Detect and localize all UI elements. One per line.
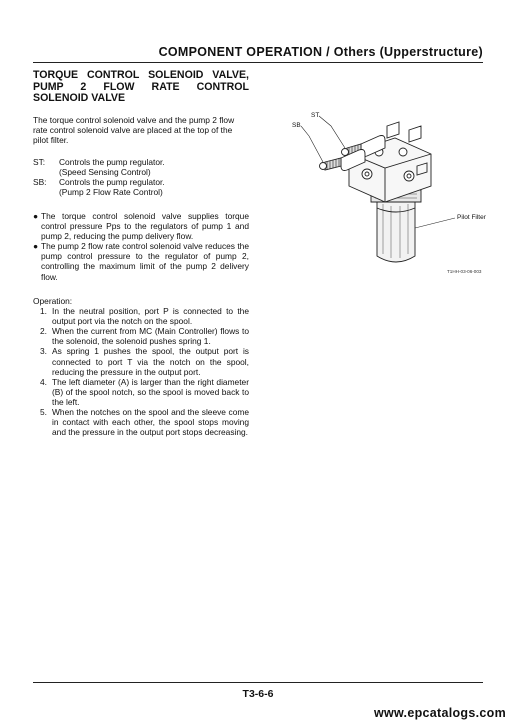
- definition-text: [59, 177, 165, 197]
- label-sb: SB: [292, 122, 301, 129]
- watermark-url[interactable]: www.epcatalogs.com: [373, 706, 506, 720]
- label-st: ST: [311, 112, 320, 119]
- bullet-item: [33, 211, 249, 241]
- step-text: When the current from MC (Main Controller) flows to the solenoid, the solenoid pushes spring 1.: [52, 326, 249, 347]
- figure-code: T1HH-03-06-003: [447, 269, 482, 274]
- definition-line: (Pump 2 Flow Rate Control): [59, 187, 163, 198]
- definition-code: SB:: [33, 177, 47, 188]
- step-text: When the notches on the spool and the sleeve come in contact with each other, the spool stops moving and the pressure in the output port stops decreasing.: [52, 407, 249, 438]
- page-header-title: COMPONENT OPERATION / Others (Upperstructure): [158, 45, 483, 59]
- definition-line: Controls the pump regulator.: [59, 157, 165, 167]
- leader-st: [319, 116, 345, 148]
- operation-step: [40, 377, 249, 407]
- step-text: The left diameter (A) is larger than the right diameter (B) of the spool notch, so the spool is moved back to the left.: [52, 376, 249, 407]
- definition-line: Controls the pump regulator.: [59, 177, 165, 188]
- step-text: In the neutral position, port P is connected to the output port via the notch on the spool.: [52, 306, 249, 327]
- bullet-item: [33, 241, 249, 281]
- operation-step: [40, 306, 249, 326]
- solenoid-valve-figure: [287, 108, 502, 278]
- operation-heading: Operation:: [33, 296, 73, 306]
- footer-rule: [33, 682, 483, 683]
- step-number: 1.: [40, 306, 47, 317]
- step-number: 5.: [40, 407, 47, 418]
- page-number: T3-6-6: [242, 688, 274, 700]
- step-text: As spring 1 pushes the spool, the output port is connected to port T via the notch on the spool, reducing the pressure in the output port.: [52, 346, 249, 377]
- filter-bowl: [377, 200, 415, 262]
- bullet-text: The torque control solenoid valve supplies torque control pressure Pps to the regulators of pump 1 and pump 2, reducing the pump delivery flow.: [41, 211, 249, 242]
- operation-step: [40, 346, 249, 376]
- definition-item: [33, 157, 249, 177]
- bullet-dot-icon: ●: [33, 241, 39, 252]
- section-title: TORQUE CONTROL SOLENOID VALVE, PUMP 2 FLOW RATE CONTROL SOLENOID VALVE: [33, 69, 249, 104]
- operation-section: [33, 296, 249, 437]
- definition-code: ST:: [33, 157, 46, 167]
- step-number: 2.: [40, 326, 47, 337]
- bullet-text: The pump 2 flow rate control solenoid valve reduces the pump control pressure to the regulator of pump 2, controlling the maximum limit of the pump 2 delivery flow.: [41, 241, 249, 282]
- operation-step: [40, 407, 249, 437]
- bullet-dot-icon: ●: [33, 211, 39, 221]
- step-number: 3.: [40, 346, 47, 357]
- definition-line: (Speed Sensing Control): [59, 167, 151, 178]
- definition-item: [33, 177, 249, 197]
- step-number: 4.: [40, 376, 47, 387]
- leader-sb: [301, 126, 323, 162]
- operation-step: [40, 326, 249, 346]
- definition-list: [33, 157, 249, 197]
- label-pilot-filter: Pilot Filter: [457, 214, 486, 221]
- leader-filter: [415, 218, 455, 228]
- header-rule: [33, 62, 483, 63]
- intro-paragraph: The torque control solenoid valve and the pump 2 flow rate control solenoid valve are placed at the top of the pilot filter.: [33, 115, 235, 146]
- definition-text: [59, 157, 165, 177]
- bullet-list: [33, 211, 249, 282]
